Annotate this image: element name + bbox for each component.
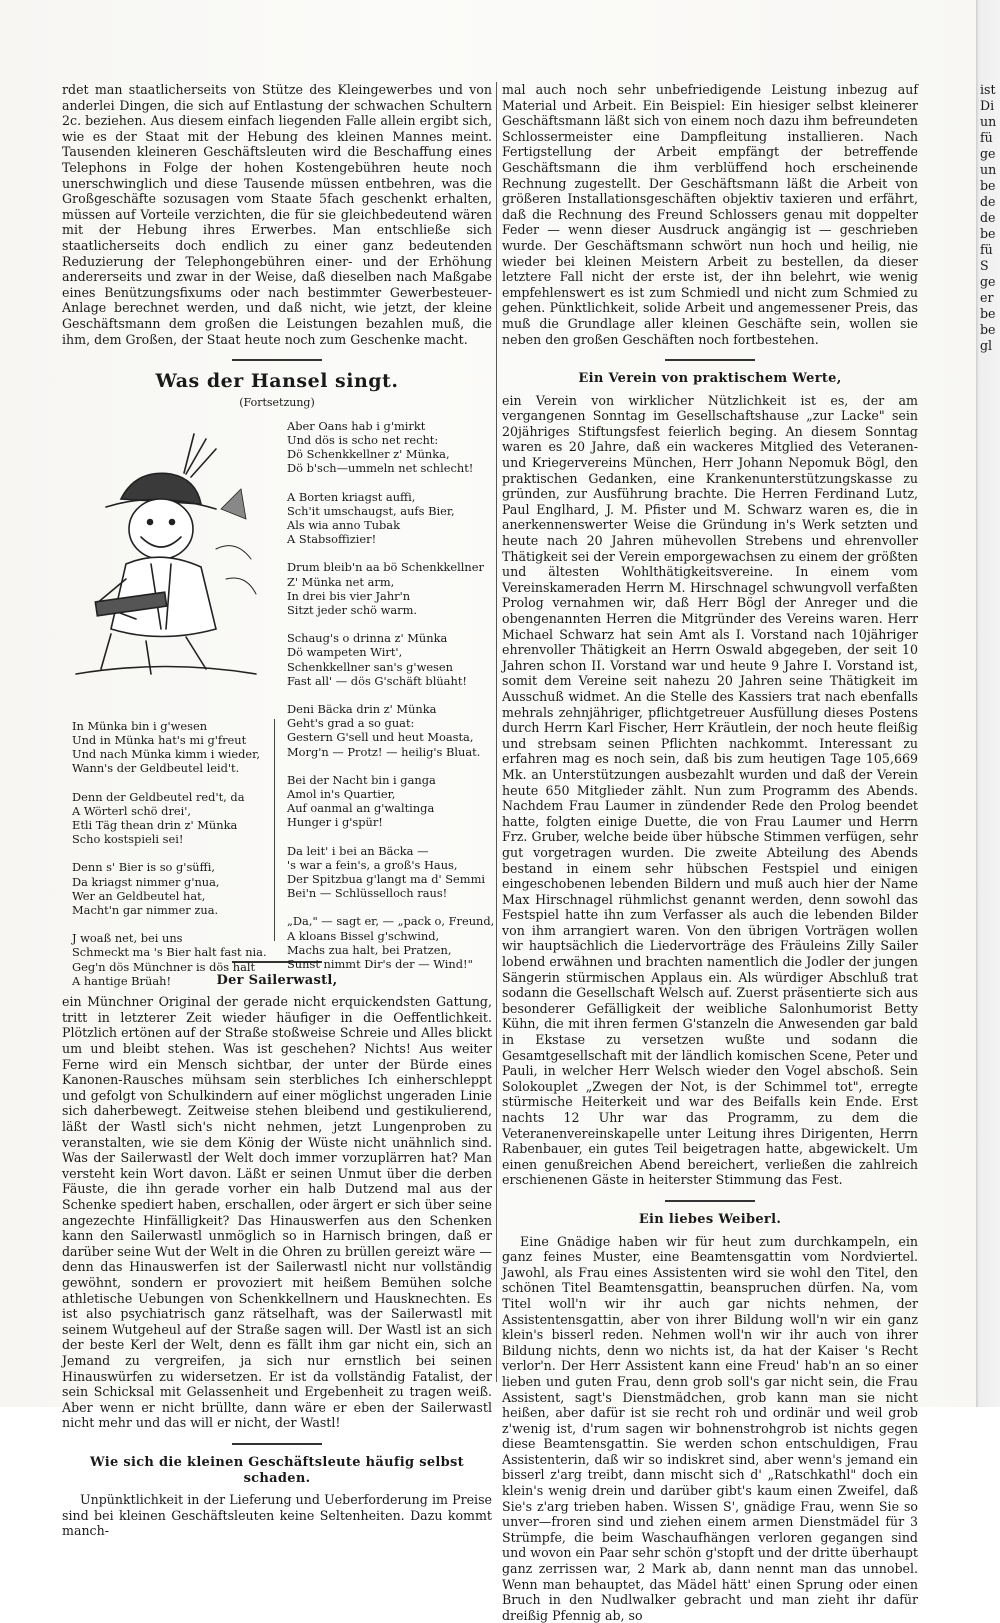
poem-line: Schmeckt ma 's Bier halt fast nia. xyxy=(72,945,267,960)
poem-line: Schaug's o drinna z' Münka xyxy=(287,631,448,646)
poem-stanza xyxy=(287,419,487,476)
poem-stanza xyxy=(287,773,487,830)
adjacent-page-edge xyxy=(976,0,1000,1407)
poem-line: Sitzt jeder schö warm. xyxy=(287,602,418,617)
geschaeft-text: Unpünktlichkeit in der Lieferung und Ueberforderung im Preise sind bei kleinen Geschäftsleuten keine Seltenheiten. Dazu kommt manch- xyxy=(62,1492,492,1539)
edge-fragment: ge xyxy=(980,146,996,161)
right-column xyxy=(502,82,918,1623)
poem-stanza xyxy=(72,931,272,988)
poem-line: Und nach Münka kimm i wieder, xyxy=(72,747,260,762)
poem-stanza xyxy=(287,914,495,971)
poem-line: Amol in's Quartier, xyxy=(287,786,396,801)
column-rule xyxy=(496,82,497,1382)
edge-fragment: be xyxy=(980,178,996,193)
poem-stanza xyxy=(287,631,487,688)
poem-line: Etli Täg thean drin z' Münka xyxy=(72,817,238,832)
section-separator xyxy=(232,359,322,361)
weiberl-text: Eine Gnädige haben wir für heut zum durchkampeln, ein ganz feines Muster, eine Beamtensgattin vom Nordviertel. Jawohl, als Frau eines Assistenten wird sie wohl den Titel, den schönen Titel Beamtensgattin, beanspruchen dürfen. Na, vom Titel woll'n wir ihr auch gar nichts nehmen, der Assistentensgattin, aber von ihrer Bildung woll'n wir ein ganz klein's bisserl reden. Nehmen woll'n wir ihr auch von ihrer Bildung nichts, denn wo nichts ist, da hat der Kaiser 's Recht verlor'n. Der Herr Assistent kann eine Freud' hab'n an so einer lieben und guten Frau, denn grob soll's gar nicht sein, die Frau Assistent, sagt's Dienstmädchen, grob kann man sie nicht heißen, aber dafür ist sie recht roh und ordinär und weil grob z'wenig ist, d'rum sagen wir bohnenstrohgrob ist nichts gegen diese Beamtensgattin. Sie werden schon entschuldigen, Frau Assistenterin, daß wir so indiskret sind, aber wenn's jemand ein bisserl z'arg treibt, dann mischt sich d' „Ratschkathl" doch ein klein's wenig drein und darüber gibt's kaum einen Zweifel, daß Sie's z'arg trieben haben. Wissen S', gnädige Frau, wenn Sie so unver—froren sind und ziehen einem armen Dienstmädel für 3 Strümpfe, die beim Waschaufhängen verloren gegangen sind und wovon ein Paar sehr schön g'stopft und der dritte überhaupt ganz zerrissen war, 2 Mark ab, dann nennt man das unnobel. Wenn man behauptet, das Mädel hätt' einen Sprung oder einen Bruch in den Nudlwalker gebracht und man zieht ihr dafür dreißig Pfennig ab, so xyxy=(502,1233,918,1623)
poem-line: „Da," — sagt er, — „pack o, Freund, xyxy=(287,914,495,929)
edge-fragment: be xyxy=(980,306,996,321)
edge-fragment: ist xyxy=(980,82,996,97)
edge-fragment: de xyxy=(980,210,996,225)
poem-line: Der Spitzbua g'langt ma d' Semmi xyxy=(287,871,486,886)
geschaeft-heading: Wie sich die kleinen Geschäftsleute häufig selbst schaden. xyxy=(90,1454,464,1486)
edge-fragment: S xyxy=(980,258,989,273)
poem-line: Geht's grad a so guat: xyxy=(287,716,415,731)
poem-line: In drei bis vier Jahr'n xyxy=(287,588,411,603)
poem-stanza xyxy=(287,560,487,617)
poem-line: A hantige Brüah! xyxy=(72,973,172,988)
poem-line: Da leit' i bei an Bäcka — xyxy=(287,843,429,858)
poem-line: Bei'n — Schlüsselloch raus! xyxy=(287,886,448,901)
poem-line: Bei der Nacht bin i ganga xyxy=(287,772,436,787)
edge-fragment: un xyxy=(980,114,997,129)
poem-left-column xyxy=(72,719,272,1002)
poem-line: Dö Schenkkellner z' Münka, xyxy=(287,447,450,462)
poem-line: Schenkkellner san's g'wesen xyxy=(287,659,453,674)
poem-stanza xyxy=(287,844,487,901)
poem-title: Was der Hansel singt. xyxy=(155,370,399,393)
poem-stanza xyxy=(287,490,487,547)
poem-line: Sunst nimmt Dir's der — Wind!" xyxy=(287,956,473,971)
poem-line: Dö b'sch—ummeln net schlecht! xyxy=(287,461,474,476)
poem-line: Z' Münka net arm, xyxy=(287,574,395,589)
poem-line: Hunger i g'spür! xyxy=(287,815,383,830)
sailerwastl-heading: Der Sailerwastl, xyxy=(216,972,338,988)
poem-stanza xyxy=(72,790,272,847)
poem-line: A Wörterl schö drei', xyxy=(72,803,192,818)
poem-line: Und dös is scho net recht: xyxy=(287,432,439,447)
poem-line: Und in Münka hat's mi g'freut xyxy=(72,732,247,747)
verein-text: ein Verein von wirklicher Nützlichkeit ist es, der am vergangenen Sonntag im Gesellschaftshause „zur Lacke" sein 20jähriges Stiftungsfest feierlich beging. An diesem Sonntag waren es 20 Jahre, daß ein wackeres Mitglied des Veteranen- und Kriegervereins München, Herr Johann Nepomuk Bögl, den praktischen Gedanken, eine Krankenunterstützungskasse zu gründen, zur Ausführung brachte. Die Herren Ferdinand Lutz, Paul Englhard, J. M. Pfister und M. Schwarz waren es, die in anerkennenswerter Weise die Gründung in's Werk setzten und heute nach 20 Jahren mühevollen Strebens und ehrenvoller Thätigkeit sei der Verein emporgewachsen zu einem der größten und ältesten Wohlthätigkeitsvereine. In einem vom Vereinskameraden Herrn M. Hirschnagel schwungvoll verfaßten Prolog vernahmen wir, daß Herr Bögl der Anreger und die obengenannten Herren die Mitgründer des Vereins waren. Herr Michael Schwarz hat sein Amt als I. Vorstand nach 10jähriger ehrenvoller Thätigkeit an Herrn Oswald abgegeben, der seit 10 Jahren schon II. Vorstand war und heute 9 Jahre I. Vorstand ist, somit dem Vereine seit nahezu 20 Jahren seine Thätigkeit im Ausschuß widmet. An die Stelle des Kassiers trat nach ebenfalls mehrals zehnjähriger, pflichtgetreuer Ausfüllung dieses Postens durch Herrn Karl Fischer, Herr Kräutlein, der noch heute fleißig und strebsam seinen Pflichten nachkommt. Interessant zu erfahren mag es noch sein, daß bis zum heutigen Tage 105,669 Mk. an Unterstützungen ausbezahlt wurden und daß der Verein heute 650 Mitglieder zählt. Nun zum Programm des Abends. Nachdem Frau Laumer in zündender Rede den Prolog beendet hatte, folgten einige Duette, die von Frau Laumer und Herrn Frz. Gruber, welche beide über hübsche Stimmen verfügen, sehr gut vorgetragen wurden. Die zweite Abteilung des Abends bestand in einem sehr hübschen Festspiel und einigen eingeschobenen lebenden Bildern und muß auch hier der Name Max Hirschnagel rühmlichst genannt werden, denn sowohl das Festspiel hatte ihn zum Verfasser als auch die lebenden Bilder von ihm arrangiert waren. Von den übrigen Vorträgen wollen wir hauptsächlich die Liedervorträge des Fräuleins Zilly Sailer lobend erwähnen und brachten namentlich die Jodler der jungen Sängerin stürmischen Applaus ein. Als würdiger Abschluß trat sodann die Gesellschaft Welsch auf. Zuerst präsentierte sich aus besonderer Gefälligkeit der weibliche Salonhumorist Betty Kühn, die mit ihren fermen G'stanzeln die Anwesenden gar bald in Ekstase zu versetzen wußte und sodann die Gesamtgesellschaft mit der ländlich komischen Scene, Peter und Pauli, in welcher Herr Welsch wieder den Vogel abschoß. Sein Solokouplet „Zwegen der Not, is der Schimmel tot", erregte stürmische Heiterkeit und war des Beifalls kein Ende. Erst nachts 12 Uhr war das Programm, zu dem die Veteranenvereinskapelle unter Leitung ihres Dirigenten, Herrn Rabenbauer, ein gutes Teil beigetragen hatte, abgewickelt. Um einen genußreichen Abend bereichert, verließen die zahlreich erschienenen Gäste in heiterster Stimmung das Fest. xyxy=(502,392,918,1188)
poem-subtitle: (Fortsetzung) xyxy=(239,396,315,410)
weiberl-heading: Ein liebes Weiberl. xyxy=(638,1211,782,1227)
poem-line: Deni Bäcka drin z' Münka xyxy=(287,701,437,716)
edge-fragment: be xyxy=(980,226,996,241)
poem-line: A Borten kriagst auffi, xyxy=(287,489,416,504)
poem-line: J woaß net, bei uns xyxy=(72,931,183,946)
edge-fragment: de xyxy=(980,194,996,209)
poem-line: Macht'n gar nimmer zua. xyxy=(72,902,219,917)
poem-line: Scho kostspieli sei! xyxy=(72,832,184,847)
poem-stanza xyxy=(72,860,272,917)
edge-fragment: ge xyxy=(980,274,996,289)
poem-line: Denn der Geldbeutel red't, da xyxy=(72,789,245,804)
poem-line: Geg'n dös Münchner is dös halt xyxy=(72,959,256,974)
poem-line: Fast all' — dös G'schäft blüaht! xyxy=(287,673,467,688)
right-top-paragraph: mal auch noch sehr unbefriedigende Leistung inbezug auf Material und Arbeit. Ein Beispiel: Ein hiesiger selbst kleinerer Geschäftsmann läßt sich von einem noch dazu ihm befreundeten Schlossermeister eine Dampfleitung installieren. Nach Fertigstellung der Arbeit empfängt der betreffende Geschäftsmann die ihm verblüffend hoch erscheinende Rechnung zugestellt. Der Geschäftsmann läßt die Arbeit von größeren Installationsgeschäften objektiv taxieren und erfährt, daß die Rechnung des Freund Schlossers genau mit doppelter Feder — wenn dieser Ausdruck angängig ist — geschrieben wurde. Der Geschäftsmann schwört nun hoch und heilig, nie wieder bei kleinen Meistern Arbeit zu bestellen, da dieser letztere Fall nicht der erste ist, der ihn belehrt, wie wenig empfehlenswert es ist zum Schmiedl und nicht zum Schmied zu gehen. Pünktlichkeit, solide Arbeit und angemessener Preis, das muß die Grundlage aller kleinen Geschäfte sein, wollen sie neben den großen Geschäften noch fortbestehen. xyxy=(502,82,918,347)
edge-fragment: er xyxy=(980,290,994,305)
edge-fragment: Di xyxy=(980,98,995,113)
edge-fragment: gl xyxy=(980,338,993,353)
poem-line: Gestern G'sell und heut Moasta, xyxy=(287,730,474,745)
poem-line: Da kriagst nimmer g'nua, xyxy=(72,874,220,889)
poem-line: Wann's der Geldbeutel leid't. xyxy=(72,761,240,776)
poem-line: Machs zua halt, bei Pratzen, xyxy=(287,942,452,957)
poem-line: A Stabsoffizier! xyxy=(287,532,377,547)
poem-line: In Münka bin i g'wesen xyxy=(72,718,208,733)
poem-line: Morg'n — Protz! — heilig's Bluat. xyxy=(287,744,481,759)
poem-line: Auf oanmal an g'waltinga xyxy=(287,801,435,816)
poem-stanza xyxy=(287,702,487,759)
poem-line: Sch'it umschaugst, aufs Bier, xyxy=(287,503,455,518)
poem-stanza xyxy=(72,719,272,776)
poem-right-column xyxy=(287,418,495,986)
poem-divider xyxy=(274,719,275,941)
poem-line: Dö wampeten Wirt', xyxy=(287,645,403,660)
hansel-illustration xyxy=(66,429,266,679)
edge-fragment: be xyxy=(980,322,996,337)
left-column xyxy=(62,82,495,1539)
poem-line: Denn s' Bier is so g'süffi, xyxy=(72,860,215,875)
edge-fragment: fü xyxy=(980,130,993,145)
section-separator xyxy=(665,1200,755,1202)
poem-line: Aber Oans hab i g'mirkt xyxy=(287,418,426,433)
sailerwastl-text: ein Münchner Original der gerade nicht erquickendsten Gattung, tritt in letzterer Zeit wieder häufiger in die Oeffentlichkeit. Plötzlich ertönen auf der Straße stoßweise Schreie und Alles blickt um und bleibt stehen. Was ist geschehen? Nichts! Aus weiter Ferne wird ein Mensch sichtbar, der unter der Bürde eines Kanonen-Rausches mühsam sein sterbliches Ich einherschleppt und gefolgt von Schulkindern auf einer möglichst ungeraden Linie sich daherbewegt. Zeitweise stehen bleibend und gestikulierend, läßt der Wastl sich's nicht nehmen, jetzt Lungenproben zu veranstalten, wie sie dem König der Wüste nicht unähnlich sind. Was der Sailerwastl der Welt doch immer vorzuplärren hat? Man versteht kein Wort davon. Läßt er seinen Unmut über die derben Fäuste, die ihn gerade vorher ein halb Dutzend mal aus der Schenke spediert haben, erschallen, oder ärgert er sich über seine angezechte Hinfälligkeit? Das Hinauswerfen aus den Schenken kann den Sailerwastl unmöglich so in Harnisch bringen, daß er darüber seine Wut der Welt in die Ohren zu brüllen gereizt wäre — denn das Hinauswerfen ist der Sailerwastl nicht nur vollständig gewöhnt, sondern er provoziert mit heißem Bemühen solche athletische Uebungen von Schenkkellnern und Hausknechten. Es ist also psychiatrisch ganz rätselhaft, was der Sailerwastl mit seinem Wutgeheul auf der Straße sagen will. Der Wastl ist an sich der beste Kerl der Welt, denn es fällt ihm gar nicht ein, sich an Jemand zu vergreifen, ja sich nur ernstlich bei seinen Hinauswürfen zu widersetzen. Er ist da vollständig Fatalist, der sein Schicksal mit Gelassenheit und Ergebenheit zu tragen weiß. Aber wenn er nicht brüllte, dann wäre er eben der Sailerwastl nicht mehr und das will er nicht, der Wastl! xyxy=(62,994,492,1431)
verein-heading: Ein Verein von praktischem Werte, xyxy=(578,371,842,387)
poem-line: A kloans Bissel g'schwind, xyxy=(287,928,440,943)
left-top-paragraph: rdet man staatlicherseits von Stütze des Kleingewerbes und von anderlei Dingen, die sich auf Entlastung der schwachen Schultern 2c. beziehen. Aus diesem einfach liegenden Falle allein ergibt sich, wie es der Staat mit der Hebung des kleinen Mannes meint. Tausenden kleineren Geschäftsleuten wird die Beschaffung eines Telephons in Folge der hohen Kostengebühren heute noch unerschwinglich und diese Tausende müssen entbehren, was die Großgeschäfte sozusagen vom Staate 5fach geschenkt erhalten, müssen auf Vorteile verzichten, die für sie gleichbedeutend wären mit der Hebung ihres Erwerbes. Man entschließe sich staatlicherseits doch endlich zu einer ganz bedeutenden Reduzierung der Telephongebühren einer- und der Erhöhung andererseits und zwar in der Weise, daß dieselben nach Maßgabe eines Benützungsfixums oder nach bestimmter Gewerbesteuer-Anlage berechnet werden, und daß nicht, wie jetzt, der kleine Geschäftsmann dem großen die Leistungen bezahlen muß, die ihm, dem Großen, der Staat heute noch zum Geschenke macht. xyxy=(62,82,492,347)
section-separator xyxy=(665,359,755,361)
edge-fragment: fü xyxy=(980,242,993,257)
poem-line: Wer an Geldbeutel hat, xyxy=(72,888,206,903)
edge-fragment: un xyxy=(980,162,997,177)
poem-line: 's war a fein's, a groß's Haus, xyxy=(287,857,458,872)
poem-line: Als wia anno Tubak xyxy=(287,517,400,532)
section-separator xyxy=(232,1443,322,1445)
poem-line: Drum bleib'n aa bö Schenkkellner xyxy=(287,560,484,575)
